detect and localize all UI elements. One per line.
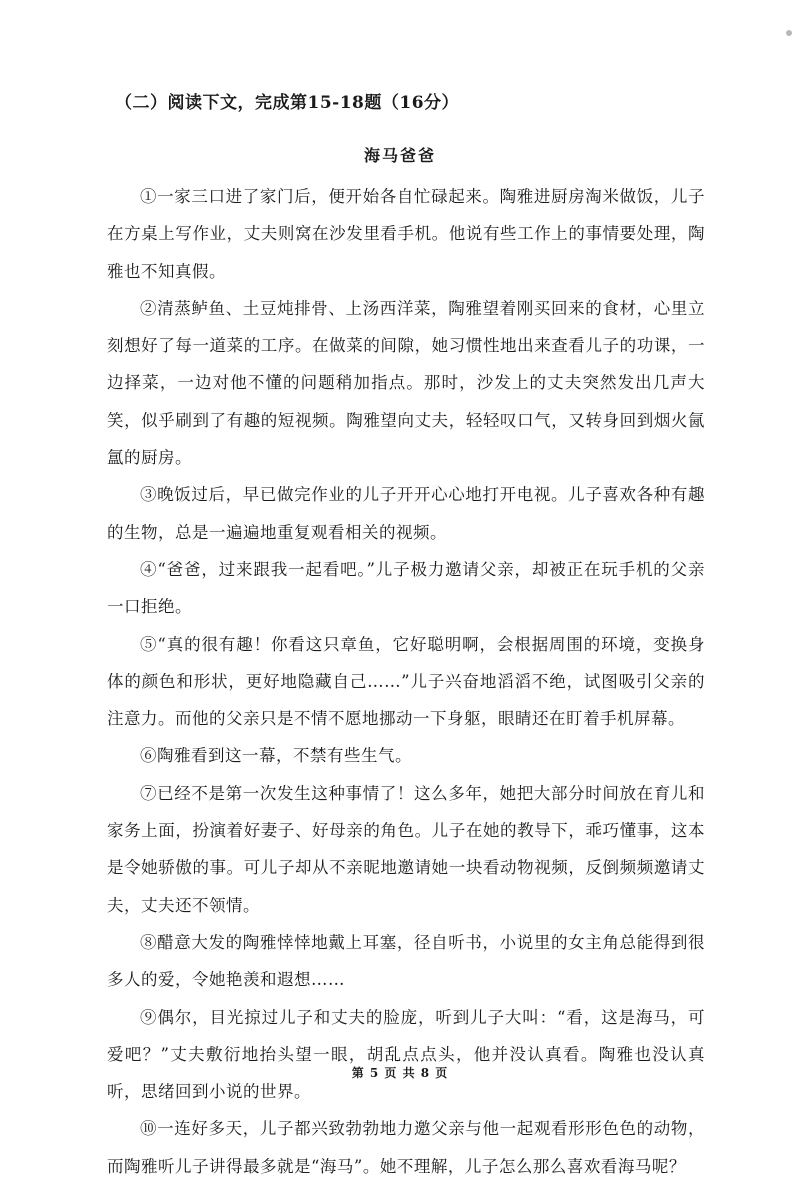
scan-dot: [786, 30, 792, 36]
article-body: [107, 178, 705, 1185]
section-heading: （二）阅读下文，完成第15-18题（16分）: [115, 93, 460, 113]
paragraph-10: ⑩一连好多天，儿子都兴致勃勃地力邀父亲与他一起观看形形色色的动物，而陶雅听儿子讲得最多就是“海马”。她不理解，儿子怎么那么喜欢看海马呢？: [107, 1119, 705, 1176]
page-footer: 第 5 页 共 8 页: [351, 1066, 449, 1080]
paragraph-8: ⑧醋意大发的陶雅悻悻地戴上耳塞，径自听书，小说里的女主角总能得到很多人的爱，令她艳羡和遐想……: [107, 932, 705, 990]
paragraph-7: ⑦已经不是第一次发生这种事情了！这么多年，她把大部分时间放在育儿和家务上面，扮演着好妻子、好母亲的角色。儿子在她的教导下，乖巧懂事，这本是令她骄傲的事。可儿子却从不亲昵地邀请她一块看动物视频，反倒频频邀请丈夫，丈夫还不领情。: [107, 783, 705, 915]
article-title: 海马爸爸: [363, 146, 436, 165]
paragraph-4: ④“爸爸，过来跟我一起看吧。”儿子极力邀请父亲，却被正在玩手机的父亲一口拒绝。: [107, 559, 705, 617]
paragraph-3: ③晚饭过后，早已做完作业的儿子开开心心地打开电视。儿子喜欢各种有趣的生物，总是一遍遍地重复观看相关的视频。: [107, 485, 705, 542]
paragraph-2: ②清蒸鲈鱼、土豆炖排骨、上汤西洋菜，陶雅望着刚买回来的食材，心里立刻想好了每一道菜的工序。在做菜的间隙，她习惯性地出来查看儿子的功课，一边择菜，一边对他不懂的问题稍加指点。那时，沙发上的丈夫突然发出几声大笑，似乎刷到了有趣的短视频。陶雅望向丈夫，轻轻叹口气，又转身回到烟火氤氲的厨房。: [107, 298, 705, 468]
paragraph-6: ⑥陶雅看到这一幕，不禁有些生气。: [140, 746, 412, 766]
paragraph-1: ①一家三口进了家门后，便开始各自忙碌起来。陶雅进厨房淘米做饭，儿子在方桌上写作业，丈夫则窝在沙发里看手机。他说有些工作上的事情要处理，陶雅也不知真假。: [107, 187, 705, 281]
paragraph-5: ⑤“真的很有趣！你看这只章鱼，它好聪明啊，会根据周围的环境，变换身体的颜色和形状，更好地隐藏自己……”儿子兴奋地滔滔不绝，试图吸引父亲的注意力。而他的父亲只是不情不愿地挪动一下身躯，眼睛还在盯着手机屏幕。: [107, 634, 705, 729]
paragraph-9: ⑨偶尔，目光掠过儿子和丈夫的脸庞，听到儿子大叫：“看，这是海马，可爱吧？”丈夫敷衍地抬头望一眼，胡乱点点头，他并没认真看。陶雅也没认真听，思绪回到小说的世界。: [107, 1007, 705, 1102]
